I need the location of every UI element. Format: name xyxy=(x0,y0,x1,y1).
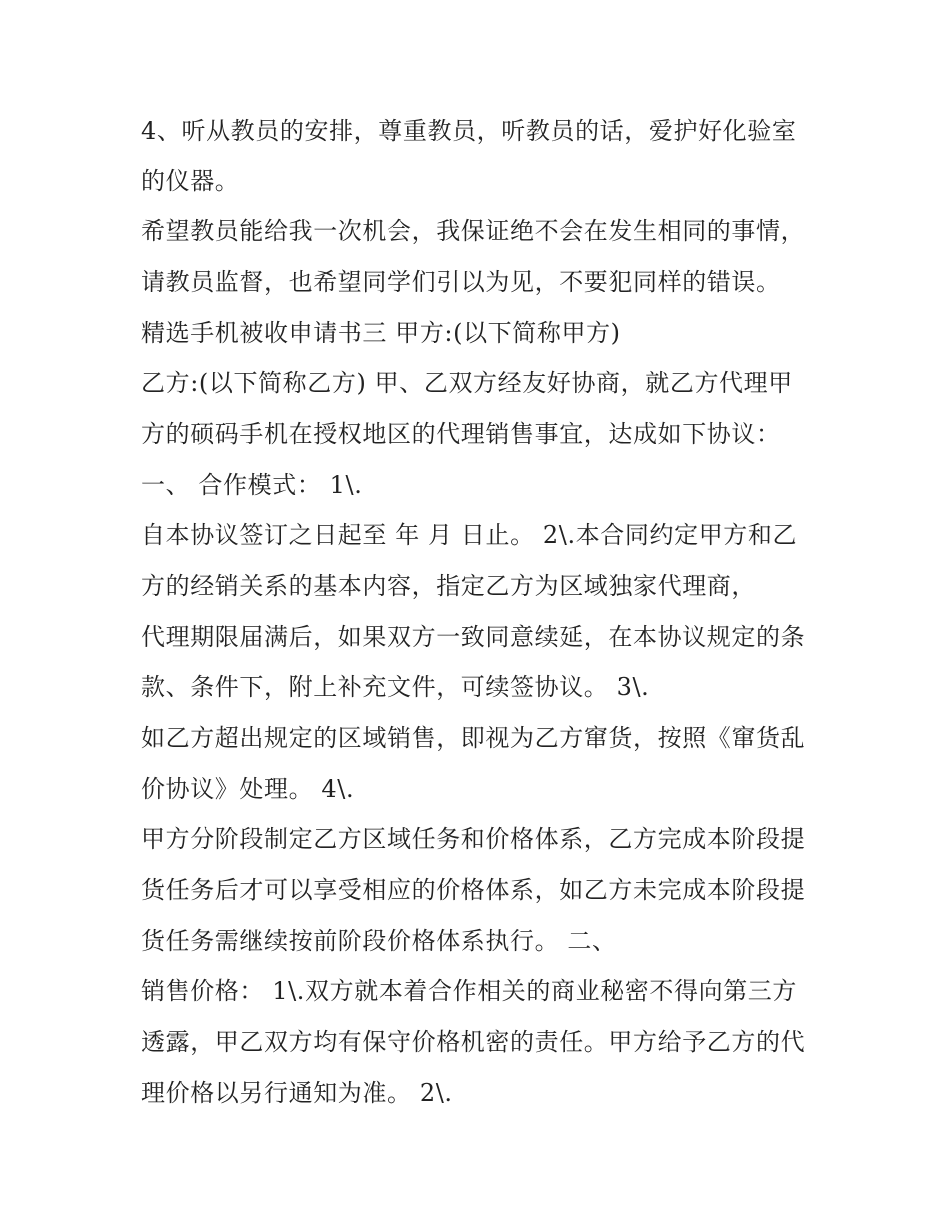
text-line: 货任务需继续按前阶段价格体系执行。 二、 xyxy=(141,927,617,955)
text-line: 请教员监督，也希望同学们引以为见，不要犯同样的错误。 xyxy=(141,268,781,296)
text-line: 自本协议签订之日起至 年 月 日止。 2\.本合同约定甲方和乙 xyxy=(141,521,798,549)
text-line: 理价格以另行通知为准。 2\. xyxy=(141,1079,453,1107)
text-line: 如乙方超出规定的区域销售，即视为乙方窜货，按照《窜货乱 xyxy=(141,724,806,752)
text-line: 透露，甲乙双方均有保守价格机密的责任。甲方给予乙方的代 xyxy=(141,1028,806,1056)
text-line: 方的硕码手机在授权地区的代理销售事宜，达成如下协议： xyxy=(141,420,781,448)
text-line: 乙方:(以下简称乙方) 甲、乙双方经友好协商，就乙方代理甲 xyxy=(141,369,793,397)
text-line: 精选手机被收申请书三 甲方:(以下简称甲方) xyxy=(141,319,621,347)
text-line: 的仪器。 xyxy=(141,167,240,195)
text-line: 方的经销关系的基本内容，指定乙方为区域独家代理商， xyxy=(141,572,756,600)
text-line: 代理期限届满后，如果双方一致同意续延，在本协议规定的条 xyxy=(141,623,806,651)
text-line: 4、听从教员的安排，尊重教员，听教员的话，爱护好化验室 xyxy=(141,117,797,145)
text-line: 希望教员能给我一次机会，我保证绝不会在发生相同的事情， xyxy=(141,217,806,245)
text-line: 一、 合作模式： 1\. xyxy=(141,471,363,499)
text-line: 款、条件下，附上补充文件，可续签协议。 3\. xyxy=(141,673,650,701)
text-line: 货任务后才可以享受相应的价格体系，如乙方未完成本阶段提 xyxy=(141,876,806,904)
text-line: 销售价格： 1\.双方就本着合作相关的商业秘密不得向第三方 xyxy=(141,977,798,1005)
text-line: 甲方分阶段制定乙方区域任务和价格体系，乙方完成本阶段提 xyxy=(141,825,806,853)
text-line: 价协议》处理。 4\. xyxy=(141,775,355,803)
